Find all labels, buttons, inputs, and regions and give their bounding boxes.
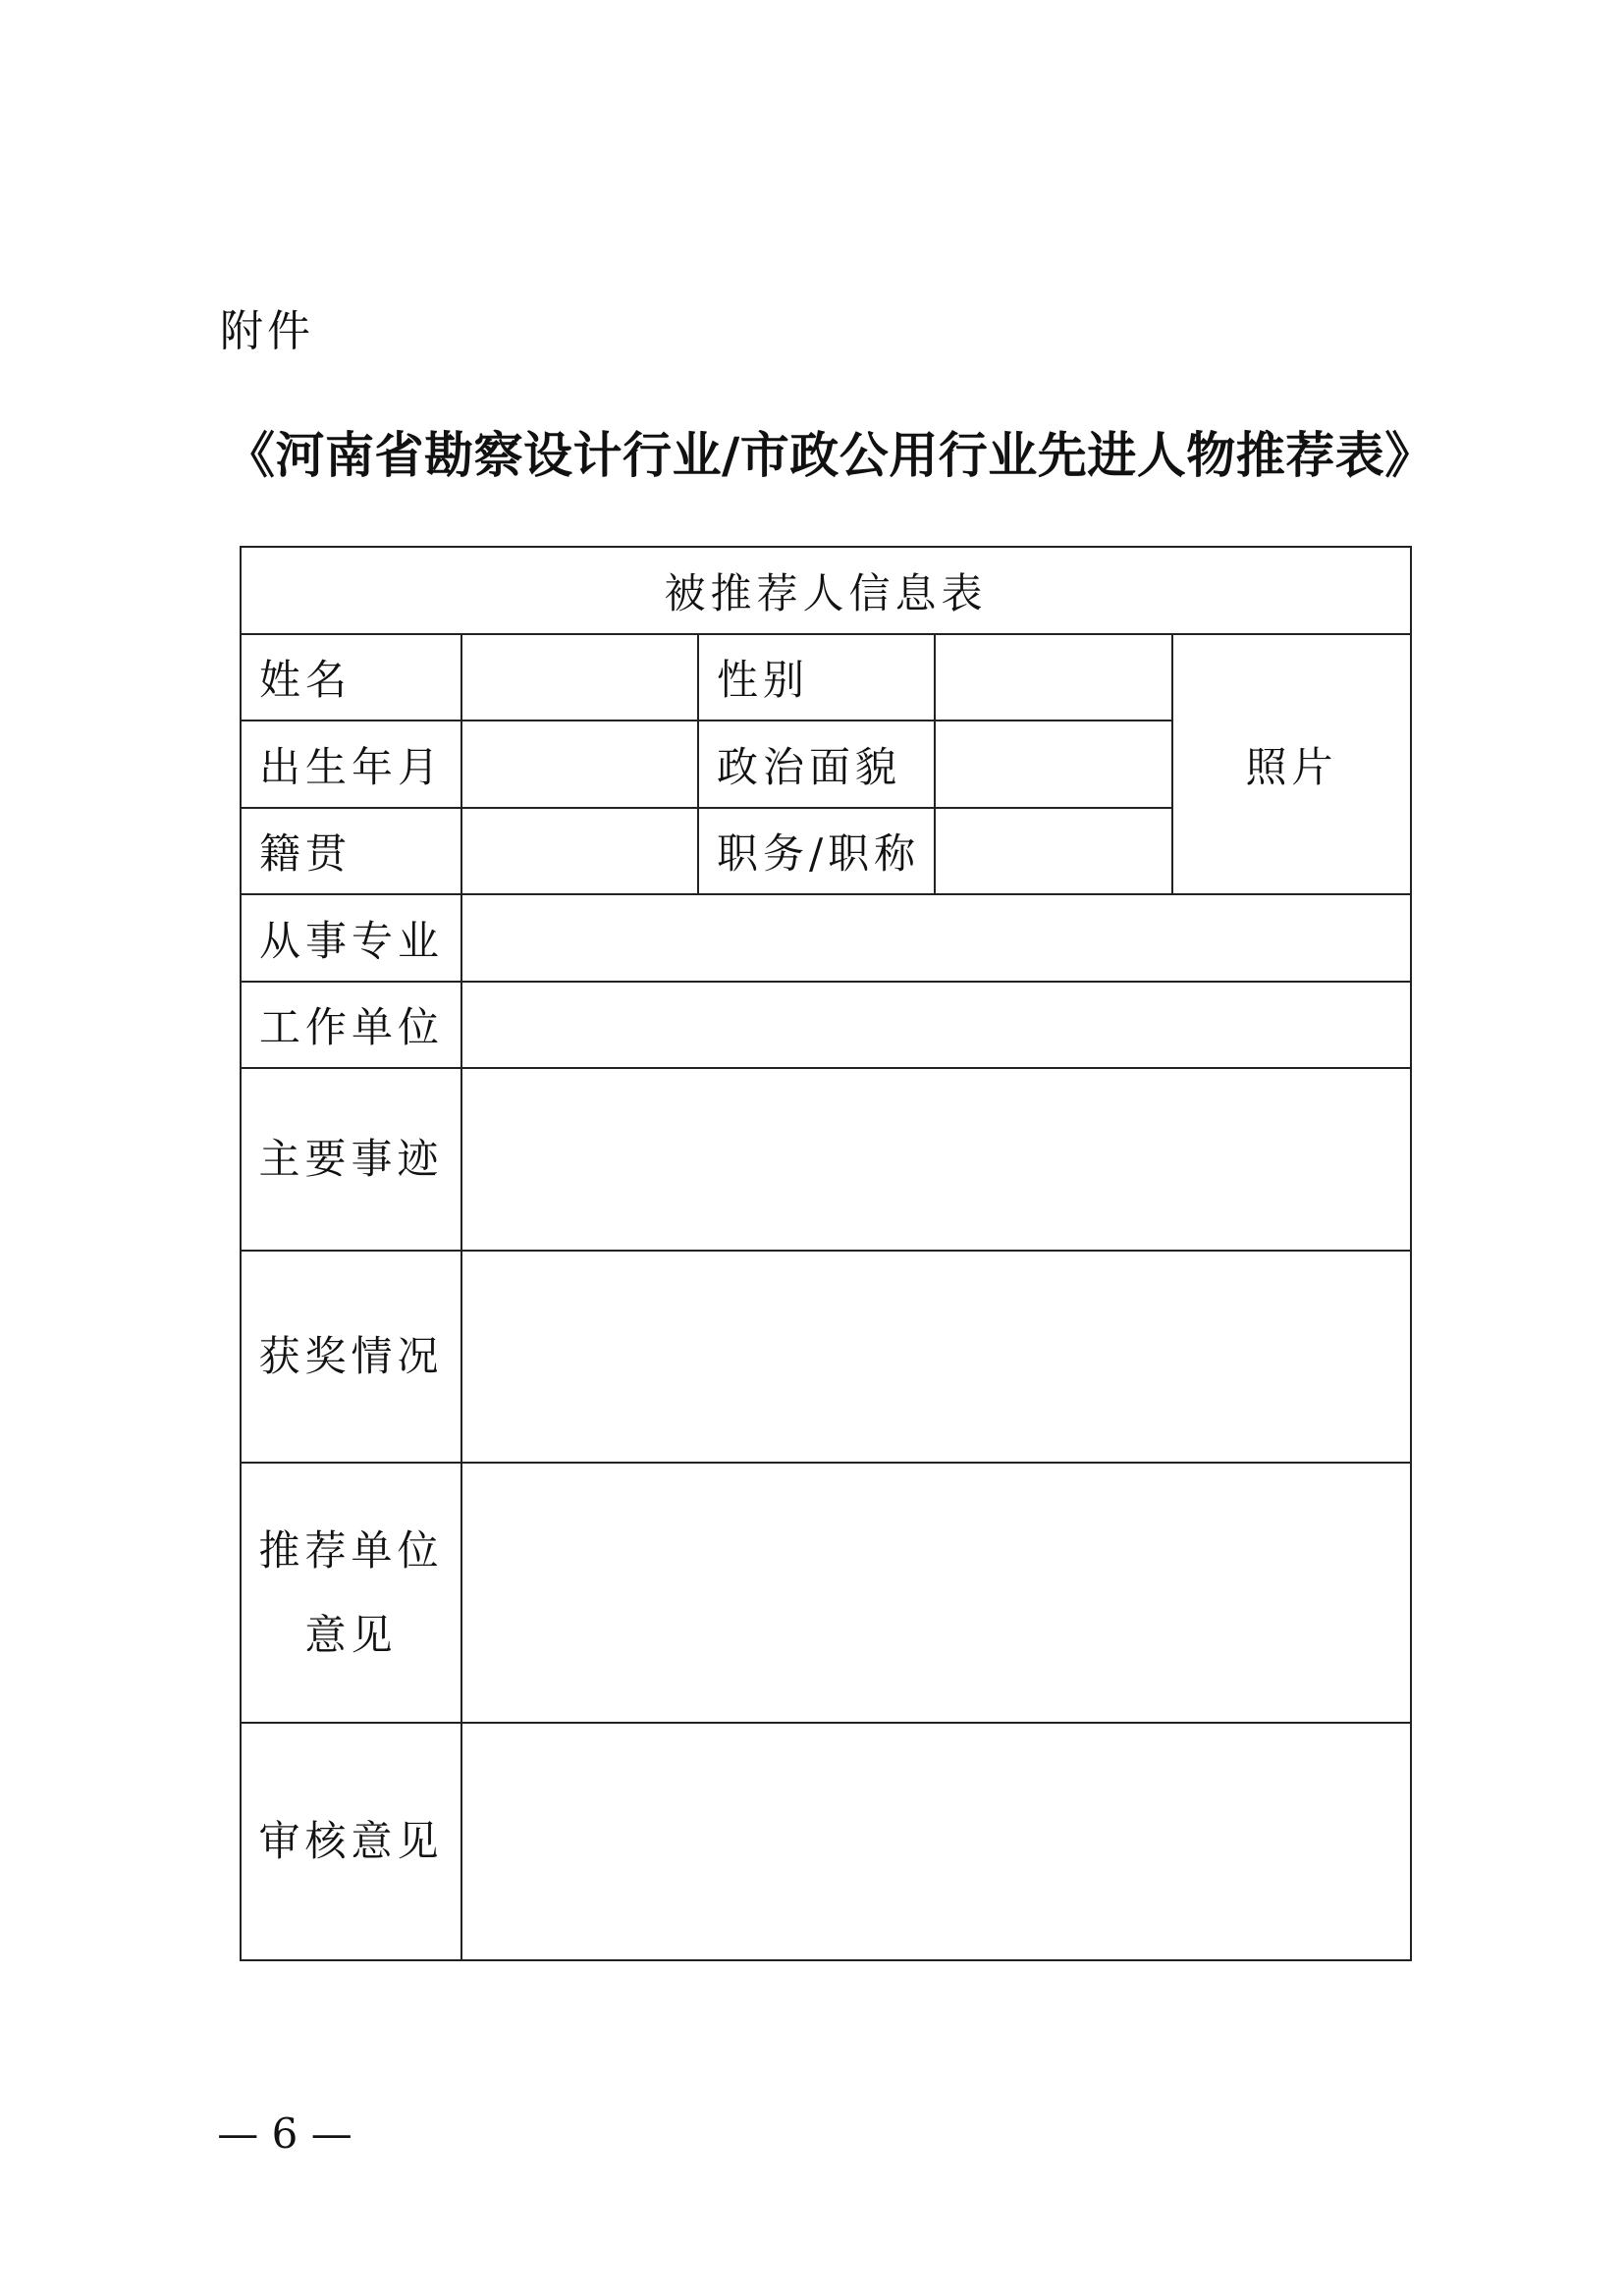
name-label: 姓名 [241,634,461,721]
recommender-opinion-label [241,1463,461,1723]
recommender-opinion-field[interactable] [461,1463,1411,1723]
political-status-label: 政治面貌 [698,721,935,808]
document-title: 《河南省勘察设计行业/市政公用行业先进人物推荐表》 [226,426,1435,484]
review-opinion-field[interactable] [461,1723,1411,1960]
political-status-field[interactable] [935,721,1172,808]
recommender-opinion-label-line1: 推荐单位 [258,1525,444,1575]
specialty-field[interactable] [461,894,1411,982]
position-title-field[interactable] [935,808,1172,894]
gender-field[interactable] [935,634,1172,721]
native-place-label: 籍贯 [241,808,461,894]
native-place-field[interactable] [461,808,698,894]
main-deeds-field[interactable] [461,1068,1411,1251]
awards-field[interactable] [461,1251,1411,1463]
attachment-label: 附件 [220,306,314,356]
employer-label: 工作单位 [241,982,461,1068]
form-header: 被推荐人信息表 [241,547,1411,634]
main-deeds-label: 主要事迹 [241,1068,461,1251]
review-opinion-label: 审核意见 [241,1723,461,1960]
recommender-opinion-label-line2: 意见 [304,1610,398,1659]
specialty-label: 从事专业 [241,894,461,982]
birth-date-label: 出生年月 [241,721,461,808]
birth-date-field[interactable] [461,721,698,808]
page-number: — 6 — [217,2109,352,2158]
position-title-label: 职务/职称 [698,808,935,894]
gender-label: 性别 [698,634,935,721]
name-field[interactable] [461,634,698,721]
recommendation-form-table [240,546,1412,1961]
awards-label: 获奖情况 [241,1251,461,1463]
employer-field[interactable] [461,982,1411,1068]
photo-cell[interactable]: 照片 [1172,634,1411,894]
